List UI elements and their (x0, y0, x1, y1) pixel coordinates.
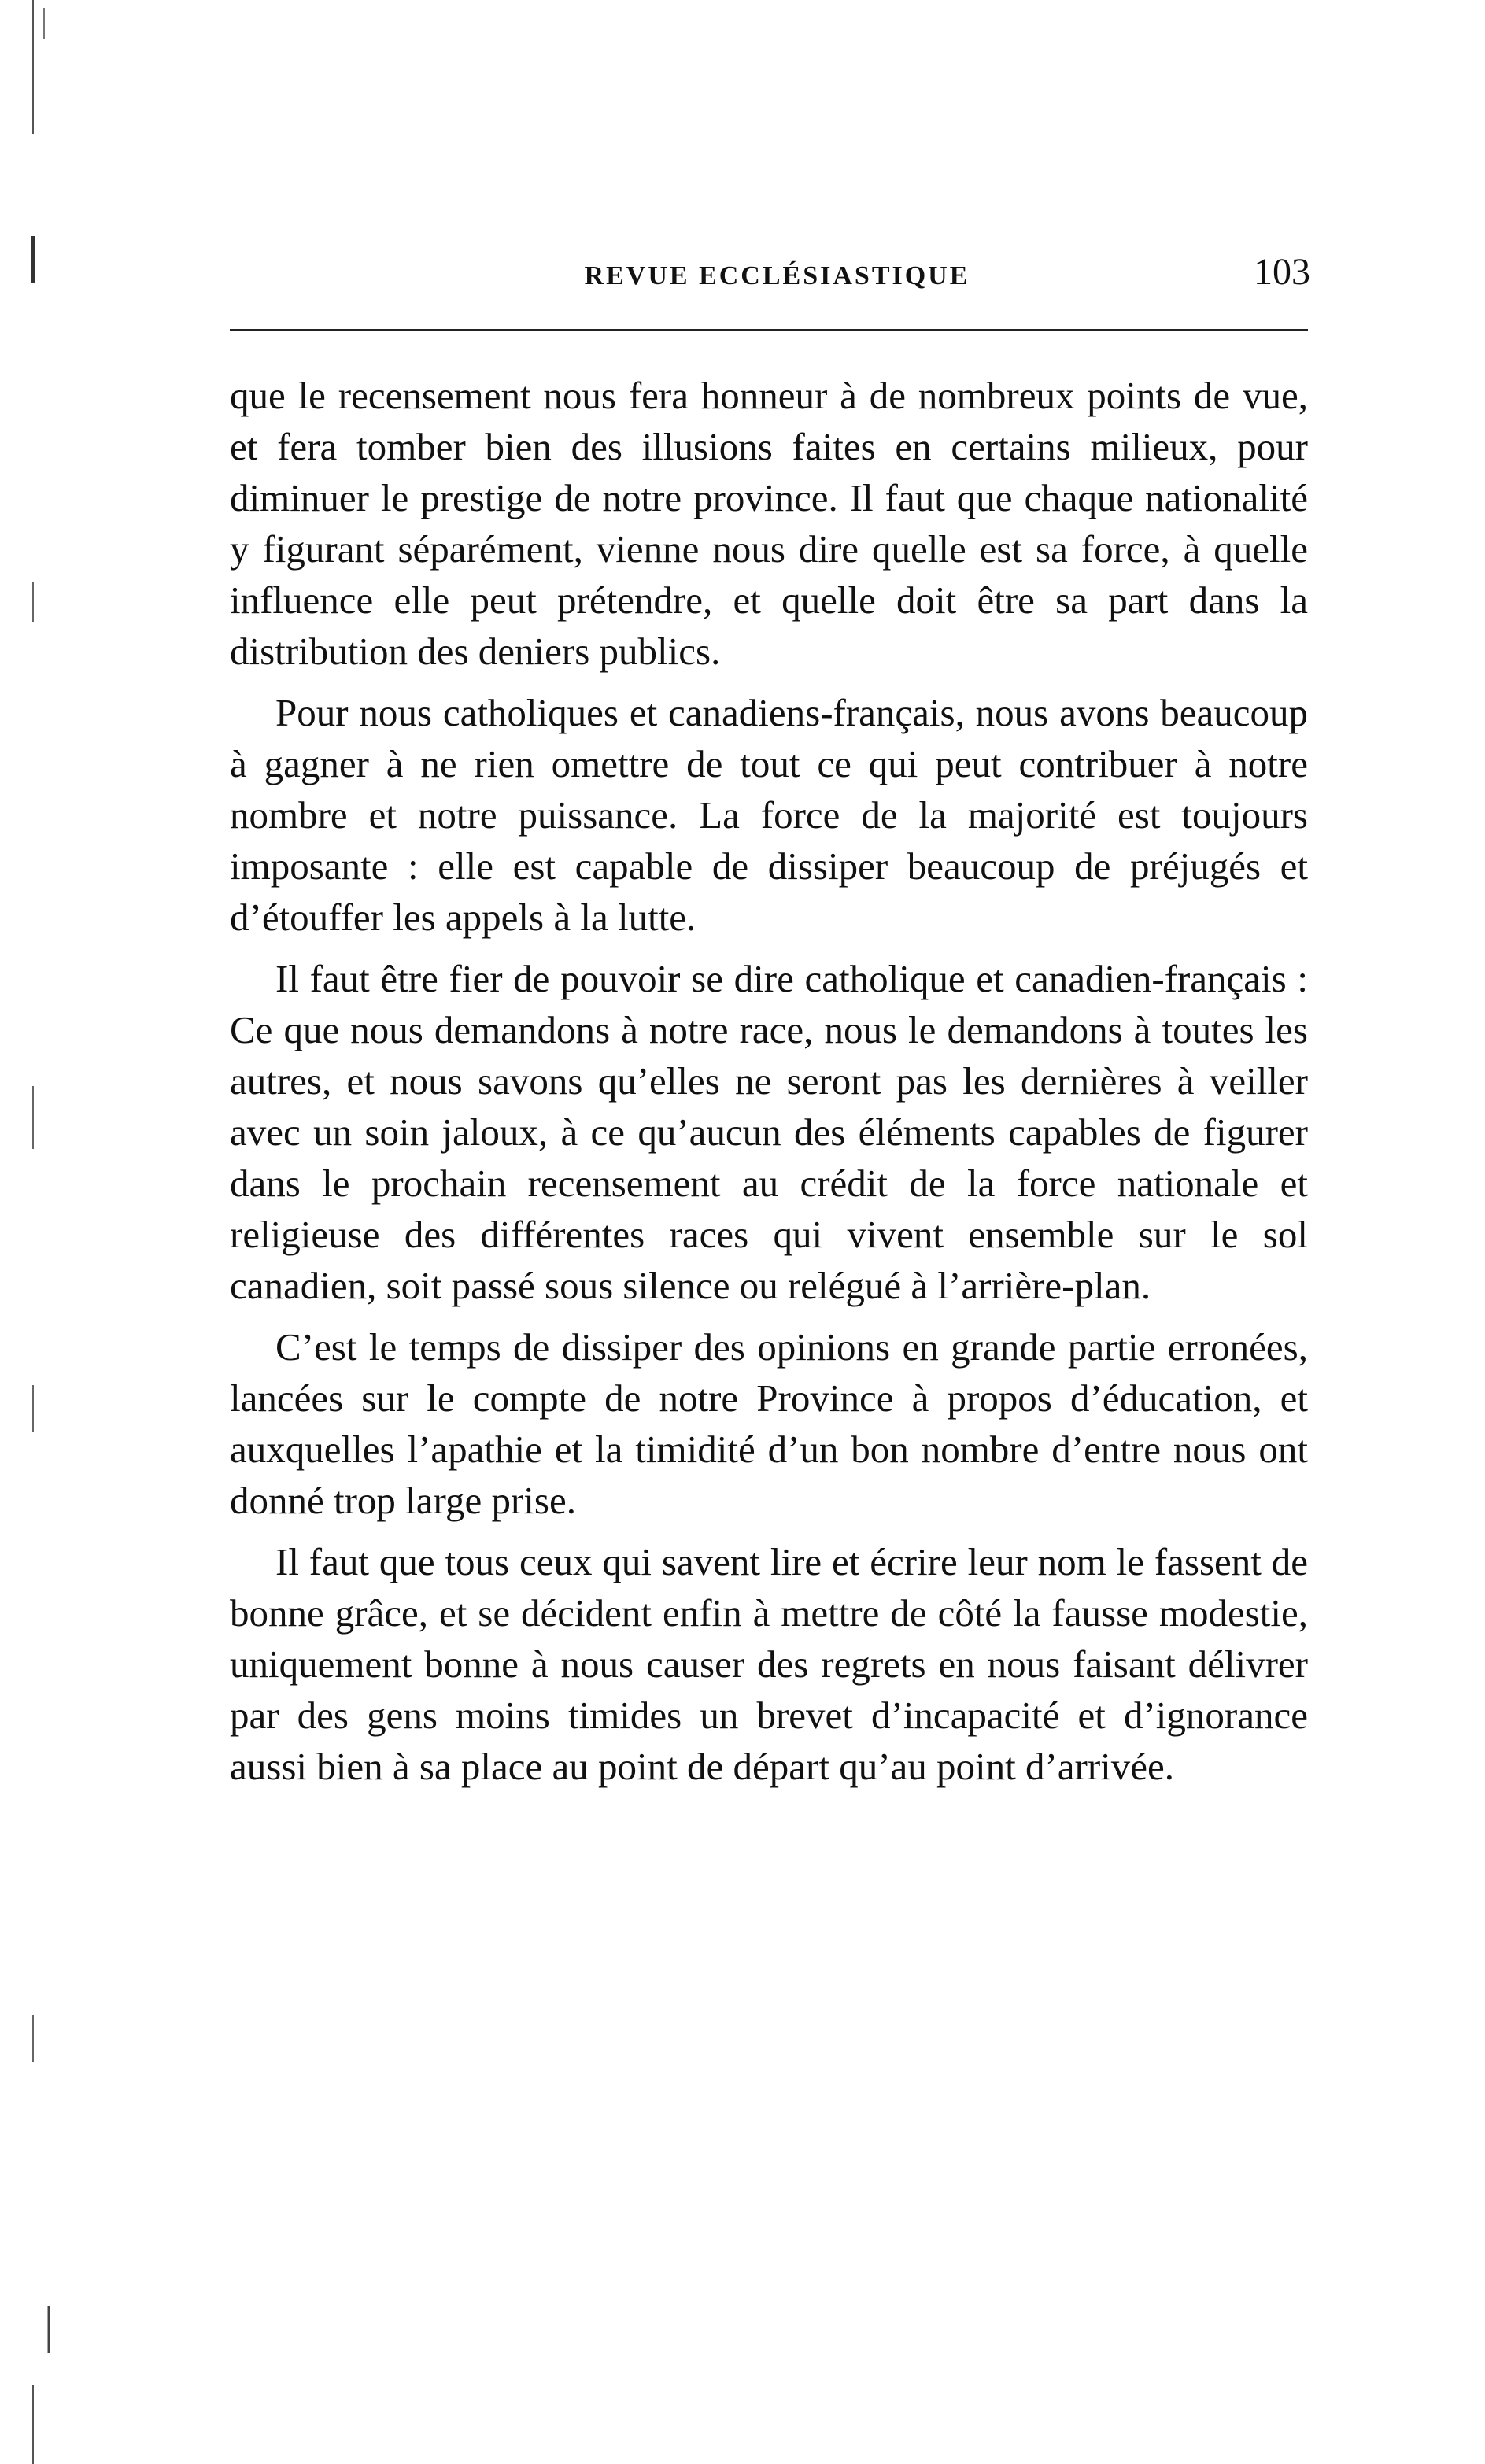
paragraph: Il faut que tous ceux qui savent lire et écrire leur nom le fassent de bonne grâce, et se décident enfin à mettre de côté la fausse modestie, uniquement bonne à nous causer des regrets en nous faisant délivrer par des gens moins timides un brevet d’incapacité et d’ignorance aussi bien à sa place au point de départ qu’au point d’arrivée. (230, 1540, 1308, 1788)
paragraph: que le recensement nous fera honneur à de nombreux points de vue, et fera tomber bien des illusions faites en certains milieux, pour diminuer le prestige de notre province. Il faut que chaque nationalité y figurant séparément, vienne nous dire quelle est sa force, à quelle influence elle peut prétendre, et quelle doit être sa part dans la distribution des deniers publics. (230, 374, 1308, 673)
paragraph: C’est le temps de dissiper des opinions en grande partie erronées, lancées sur le compte de notre Province à propos d’éducation, et auxquelles l’apathie et la timidité d’un bon nombre d’entre nous ont donné trop large prise. (230, 1325, 1308, 1522)
paragraph: Pour nous catholiques et canadiens-français, nous avons beaucoup à gagner à ne rien omettre de tout ce qui peut contribuer à notre nombre et notre puissance. La force de la majorité est toujours imposante : elle est capable de dissiper beaucoup de préjugés et d’étouffer les appels à la lutte. (230, 691, 1308, 939)
running-head (228, 246, 1310, 293)
scan-edge-marks (28, 0, 60, 2464)
header-rule (230, 329, 1308, 331)
body-text (230, 370, 1308, 1802)
paragraph: Il faut être fier de pouvoir se dire catholique et canadien-français : Ce que nous demandons à notre race, nous le demandons à toutes les autres, et nous savons qu’elles ne seront pas les dernières à veiller avec un soin jaloux, à ce qu’aucun des éléments capables de figurer dans le prochain recensement au crédit de la force nationale et religieuse des différentes races qui vivent ensemble sur le sol canadien, soit passé sous silence ou relégué à l’arrière-plan. (230, 957, 1308, 1307)
page-number: 103 (1254, 251, 1310, 293)
running-title: REVUE ECCLÉSIASTIQUE (584, 261, 970, 290)
